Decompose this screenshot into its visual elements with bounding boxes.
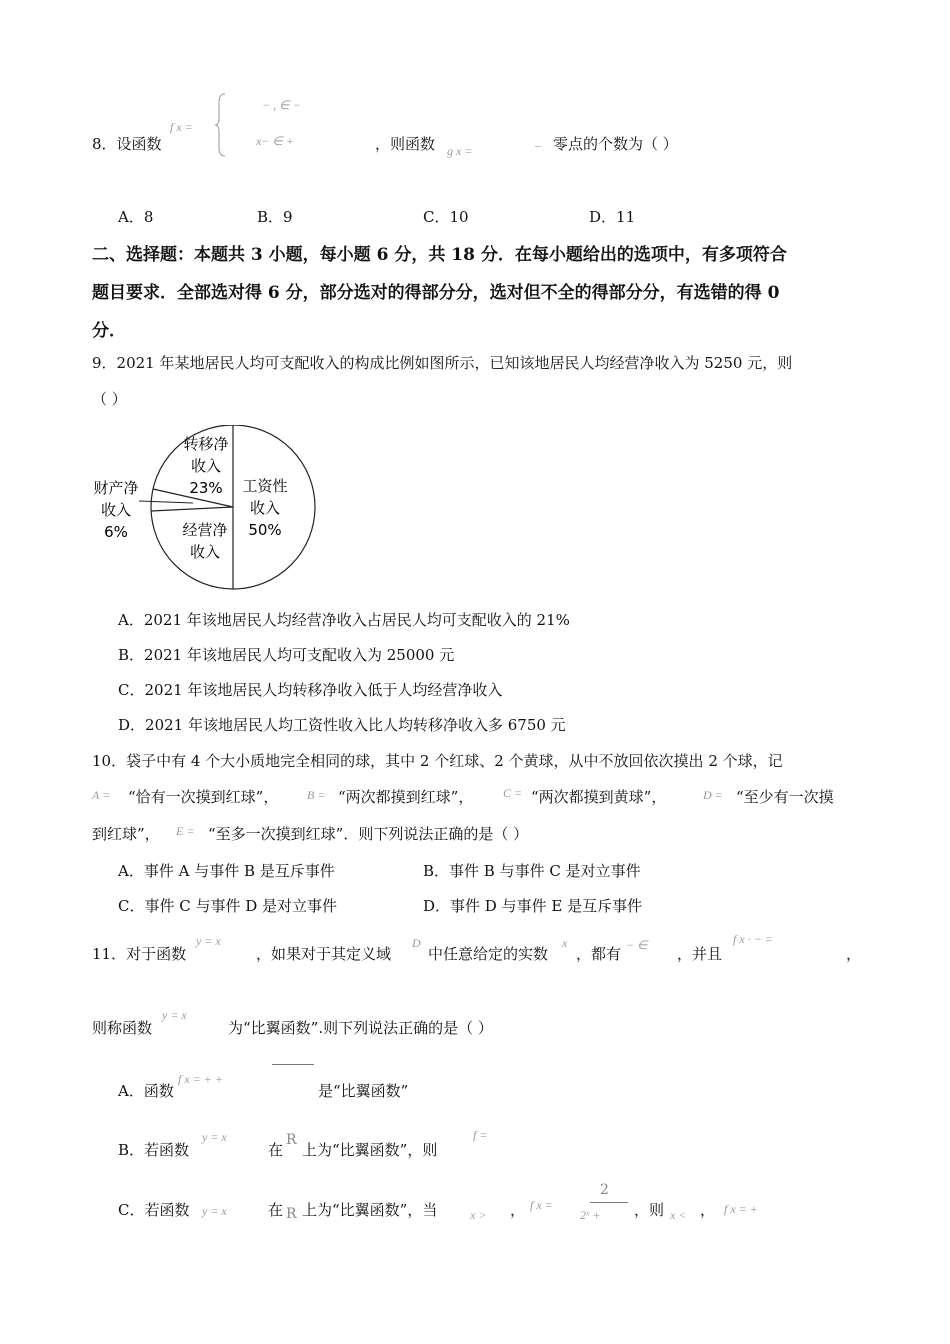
q11-option-b-y-expr: y = x — [202, 1130, 227, 1144]
q10-stem-line1: 10．袋子中有 4 个大小质地完全相同的球，其中 2 个红球、2 个黄球，从中不放回依次摸出 2 个球，记 — [92, 752, 783, 770]
q11-option-c-comma: ， — [510, 1201, 526, 1219]
q9-option-c: C．2021 年该地居民人均转移净收入低于人均经营净收入 — [118, 681, 503, 699]
q11-option-c-x-greater: x > — [470, 1208, 487, 1222]
q11-condition: f x · − = — [733, 932, 773, 946]
q11-option-a-suffix: 是“比翼函数” — [318, 1082, 409, 1100]
pie-divider-property — [151, 507, 233, 511]
q9-pie-chart — [85, 425, 335, 590]
q11-option-c-denominator: 2ˣ + — [580, 1208, 601, 1222]
q10-event-e-text: “至多一次摸到红球”．则下列说法正确的是（ ） — [208, 825, 529, 843]
section2-line2: 题目要求．全部选对得 6 分，部分选对的得部分分，选对但不全的得部分分，有选错的得 0 — [92, 283, 780, 303]
q11-option-c-mid2: 上为“比翼函数”，当 — [302, 1201, 438, 1219]
q11-option-a-expr: f x = + + — [178, 1072, 223, 1086]
q8-suffix: 零点的个数为（ ） — [553, 135, 678, 153]
q10-stem-line3a: 到红球”， — [92, 825, 160, 843]
q11-line2a: 则称函数 — [92, 1019, 153, 1037]
slice-label-business-1: 经营净 — [182, 521, 228, 539]
q11-text2: 中任意给定的实数 — [428, 945, 549, 963]
q9-option-d: D．2021 年该地居民人均工资性收入比人均转移净收入多 6750 元 — [118, 716, 566, 734]
q8-g-expr: g x = — [447, 144, 473, 158]
q11-y-expr: y = x — [196, 934, 221, 948]
q11-option-c-then: ，则 — [634, 1201, 665, 1219]
slice-label-business-2: 收入 — [189, 543, 221, 561]
q11-option-a-sqrt-bar — [272, 1064, 314, 1065]
q8-brace-icon — [214, 92, 228, 158]
q8-f-lhs: f x = — [170, 120, 193, 134]
slice-label-wage-3: 50% — [248, 521, 282, 539]
q11-line2b: 为“比翼函数”.则下列说法正确的是（ ） — [228, 1019, 493, 1037]
q11-option-c-y-expr: y = x — [202, 1204, 227, 1218]
section2-line1: 二、选择题：本题共 3 小题，每小题 6 分，共 18 分．在每小题给出的选项中，有多项符合 — [92, 245, 787, 265]
q11-option-c-r: R — [286, 1206, 297, 1222]
q11-option-c-prefix: C．若函数 — [118, 1201, 190, 1219]
q11-domain-d: D — [412, 936, 421, 950]
q10-event-a-symbol: A = — [92, 788, 111, 802]
pie-leader-property — [139, 501, 193, 503]
q11-option-c-mid: 在 — [268, 1201, 284, 1219]
q8-case1: − , ∈ − — [262, 98, 301, 112]
slice-label-wage-2: 收入 — [249, 499, 281, 517]
q10-event-b-text: “两次都摸到红球”， — [338, 788, 474, 806]
slice-label-property-1: 财产净 — [93, 479, 139, 497]
q11-option-b-prefix: B．若函数 — [118, 1141, 190, 1159]
q9-option-a: A．2021 年该地居民人均经营净收入占居民人均可支配收入的 21% — [118, 611, 570, 629]
q10-event-a-text: “恰有一次摸到红球”， — [128, 788, 279, 806]
q10-event-e-symbol: E = — [176, 824, 195, 838]
q11-option-b-mid: 在 — [268, 1141, 284, 1159]
q9-option-b: B．2021 年该地居民人均可支配收入为 25000 元 — [118, 646, 455, 664]
q10-event-d-text: “至少有一次摸 — [736, 788, 834, 806]
q11-option-b-suffix: 上为“比翼函数”，则 — [302, 1141, 438, 1159]
q10-event-c-symbol: C = — [503, 786, 523, 800]
q11-option-b-expr: f = — [473, 1128, 488, 1142]
section2-line3: 分． — [92, 321, 126, 341]
q11-option-c-fx: f x = — [530, 1198, 553, 1212]
q11-text3: ，都有 — [576, 945, 622, 963]
q11-option-a-prefix: A．函数 — [118, 1082, 174, 1100]
slice-label-transfer-3: 23% — [189, 479, 223, 497]
q11-option-b-r: R — [286, 1132, 297, 1148]
q8-option-b: B．9 — [257, 208, 293, 226]
q8-g-tail: _ — [535, 134, 541, 148]
q8-mid: ，则函数 — [375, 135, 436, 153]
q11-option-c-comma-2: ， — [700, 1201, 716, 1219]
q10-event-d-symbol: D = — [703, 788, 723, 802]
q11-option-c-numerator: 2 — [600, 1182, 609, 1198]
slice-label-transfer-1: 转移净 — [183, 435, 229, 453]
q10-option-a: A．事件 A 与事件 B 是互斥事件 — [118, 862, 335, 880]
q11-prefix: 11．对于函数 — [92, 945, 187, 963]
q11-option-c-fraction-bar — [590, 1202, 628, 1203]
q10-event-b-symbol: B = — [307, 788, 326, 802]
q10-option-b: B．事件 B 与事件 C 是对立事件 — [423, 862, 641, 880]
q8-prefix: 8．设函数 — [92, 135, 162, 153]
slice-label-property-3: 6% — [104, 523, 128, 541]
slice-label-transfer-2: 收入 — [190, 457, 222, 475]
q9-stem-line2: （ ） — [92, 390, 127, 408]
q11-option-c-fx2: f x = + — [724, 1202, 758, 1216]
slice-label-wage-1: 工资性 — [242, 477, 288, 495]
q9-stem-line1: 9．2021 年某地居民人均可支配收入的构成比例如图所示，已知该地居民人均经营净收入为 5250 元，则 — [92, 354, 793, 372]
q11-text4: ，并且 — [677, 945, 723, 963]
q11-in-expr: − ∈ — [626, 938, 648, 952]
q8-option-a: A．8 — [118, 208, 154, 226]
q11-option-c-x-less: x < — [670, 1208, 687, 1222]
q8-case2: x− ∈ + — [256, 134, 294, 148]
q11-y-expr-2: y = x — [162, 1008, 187, 1022]
q10-event-c-text: “两次都摸到黄球”， — [531, 788, 667, 806]
q11-text1: ，如果对于其定义域 — [256, 945, 392, 963]
q8-option-c: C．10 — [423, 208, 469, 226]
q11-var-x: x — [562, 936, 568, 950]
q11-text5: ， — [846, 945, 862, 963]
slice-label-property-2: 收入 — [100, 501, 132, 519]
q10-option-c: C．事件 C 与事件 D 是对立事件 — [118, 897, 338, 915]
q8-option-d: D．11 — [589, 208, 636, 226]
q10-option-d: D．事件 D 与事件 E 是互斥事件 — [423, 897, 643, 915]
